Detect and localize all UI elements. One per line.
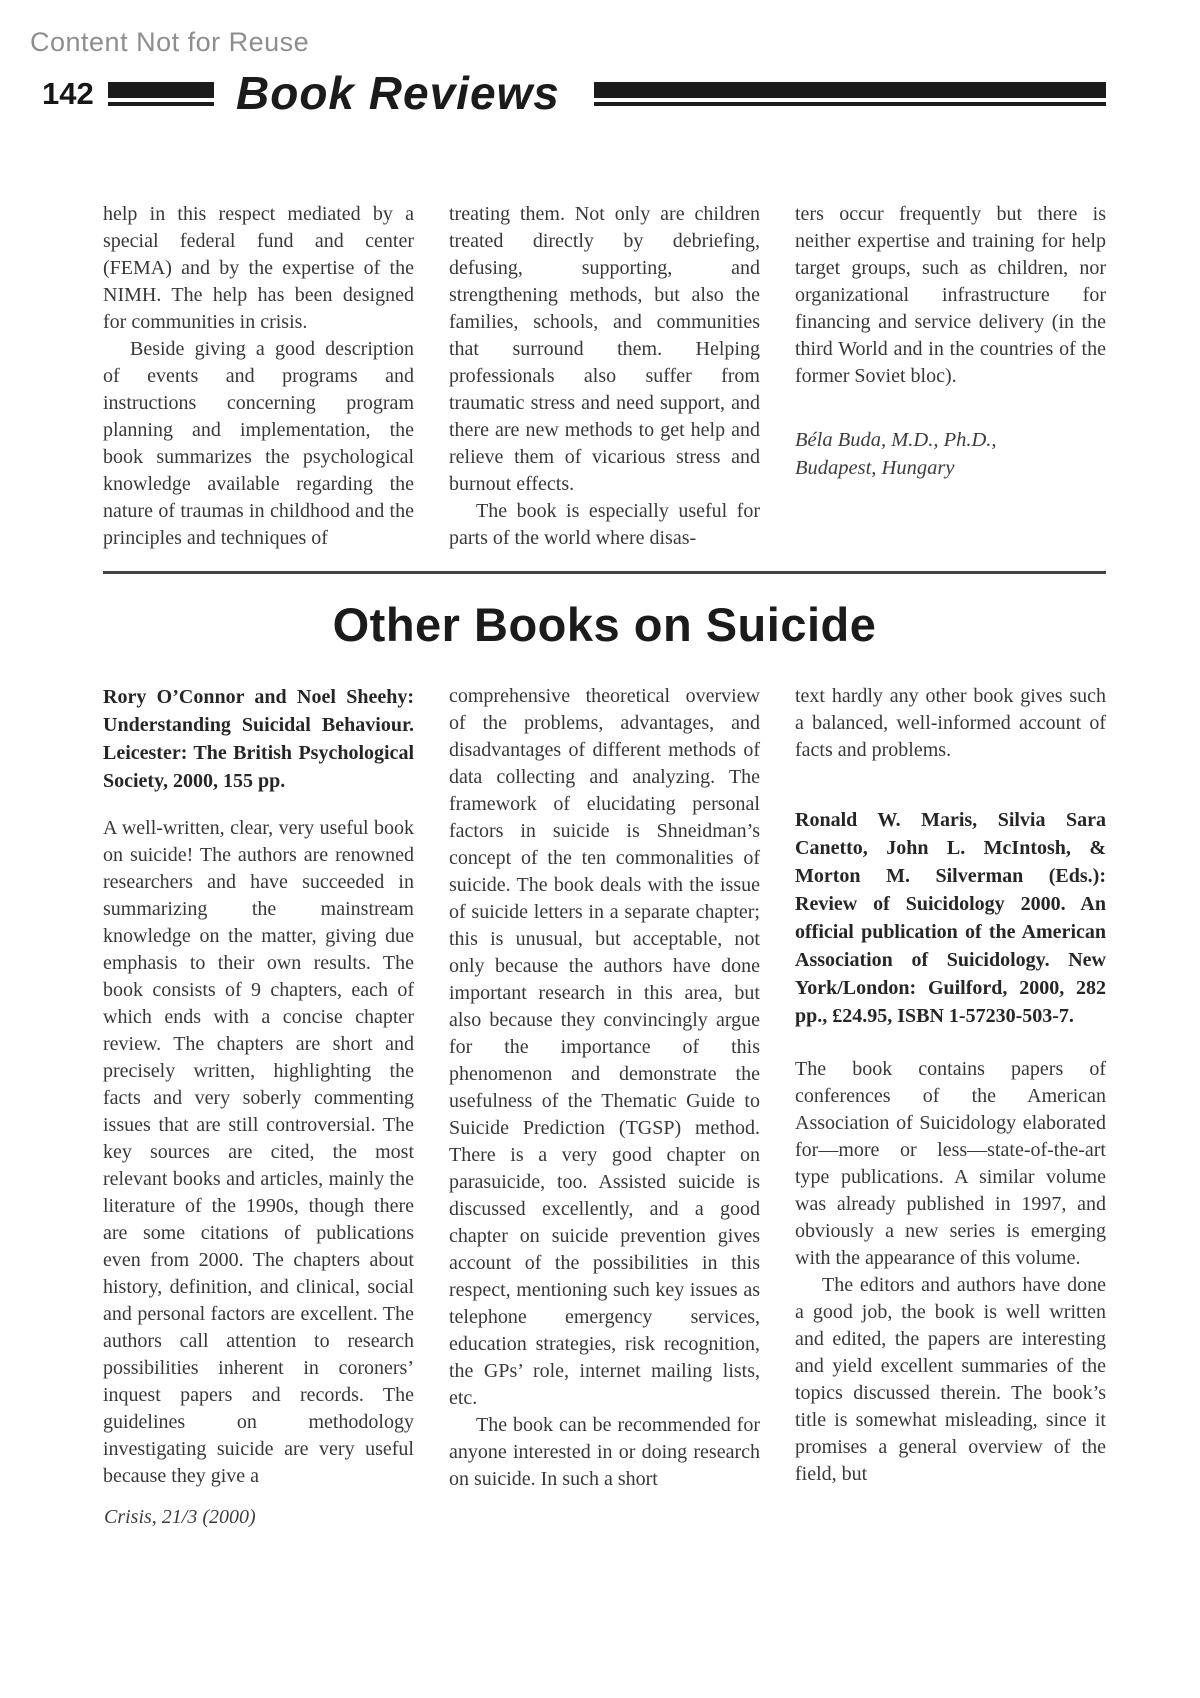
top-column-2 [449, 201, 760, 552]
paragraph: treating them. Not only are children treated directly by debriefing, defusing, supporting, and strengthening methods, but also the families, schools, and communities that surround them. Helping professionals also suffer from traumatic stress and need support, and there are new methods to get help and relieve them of vicarious stress and burnout effects. [449, 203, 760, 495]
other-books-reviews [103, 683, 1106, 1493]
paragraph: The book contains papers of conferences of the American Association of Suicidology elaborated for—more or less—state-of-the-art type publications. A similar volume was already published in 1997, and obviously a new series is emerging with the appearance of this volume. [795, 1058, 1106, 1269]
section-title-book-reviews: Book Reviews [236, 67, 560, 119]
paragraph: text hardly any other book gives such a balanced, well-informed account of facts and problems. [795, 685, 1106, 761]
header-rule-right-thick [594, 82, 1106, 98]
reviewer-name: Béla Buda, M.D., Ph.D., [795, 429, 997, 451]
paragraph: The book is especially useful for parts of the world where disas- [449, 500, 760, 549]
header-rule-right [594, 82, 1106, 106]
header-rule-right-thin [594, 102, 1106, 106]
paragraph: The book can be recommended for anyone interested in or doing research on suicide. In such a short [449, 1414, 760, 1490]
reviewer-signature [795, 426, 1106, 482]
journal-footer-line: Crisis, 21/3 (2000) [104, 1506, 256, 1528]
paragraph: help in this respect mediated by a special federal fund and center (FEMA) and by the expertise of the NIMH. The help has been designed for communities in crisis. [103, 203, 414, 333]
paragraph: ters occur frequently but there is neither expertise and training for help target groups, such as children, nor organizational infrastructure for financing and service delivery (in the third World and in the countries of the former Soviet bloc). [795, 203, 1106, 387]
top-column-1 [103, 201, 414, 552]
content-reuse-watermark: Content Not for Reuse [30, 27, 310, 57]
paragraph: The editors and authors have done a good job, the book is well written and edited, the papers are interesting and yield excellent summaries of the topics discussed therein. The book’s title is somewhat misleading, since it promises a general overview of the field, but [795, 1274, 1106, 1485]
reviewer-location: Budapest, Hungary [795, 457, 955, 479]
paragraph: comprehensive theoretical overview of the problems, advantages, and disadvantages of different methods of data collecting and analyzing. The framework of elucidating personal factors in suicide is Shneidman’s concept of the ten commonalities of suicide. The book deals with the issue of suicide letters in a separate chapter; this is unusual, but acceptable, not only because the authors have done important research in this area, but also because they convincingly argue for the importance of this phenomenon and demonstrate the usefulness of the Thematic Guide to Suicide Prediction (TGSP) method. There is a very good chapter on parasuicide, too. Assisted suicide is discussed excellently, and a good chapter on suicide prevention gives account of the possibilities in this respect, mentioning such key issues as telephone emergency services, education strategies, risk recognition, the GPs’ role, internet mailing lists, etc. [449, 685, 760, 1409]
article-column-3 [795, 683, 1106, 1493]
paragraph: A well-written, clear, very useful book on suicide! The authors are renowned researchers and have succeeded in summarizing the mainstream knowledge on the matter, giving due emphasis to their own results. The book consists of 9 chapters, each of which ends with a concise chapter review. The chapters are short and precisely written, highlighting the facts and very soberly commenting issues that are still controversial. The key sources are cited, the most relevant books and articles, mainly the literature of the 1990s, though there are some citations of publications even from 2000. The chapters about history, definition, and clinical, social and personal factors are excellent. The authors call attention to research possibilities inherent in coroners’ inquest papers and records. The guidelines on methodology investigating suicide are very useful because they give a [103, 817, 414, 1487]
article-column-2 [449, 683, 760, 1493]
page-number: 142 [42, 76, 94, 111]
top-review-continuation [103, 201, 1106, 552]
header-rule-left [108, 82, 214, 106]
header-rule-left-thin [108, 102, 214, 106]
article-title: Other Books on Suicide [332, 598, 877, 651]
book-citation-maris-review-of-suicidology: Ronald W. Maris, Silvia Sara Canetto, John L. McIntosh, & Morton M. Silverman (Eds.): Review of Suicidology 2000. An official publication of the American Association of Suicidology. New York/London: Guilford, 2000, 282 pp., £24.95, ISBN 1-57230-503-7. [795, 809, 1106, 1027]
paragraph: Beside giving a good description of events and programs and instructions concerning program planning and implementation, the book summarizes the psychological knowledge available regarding the nature of traumas in childhood and the principles and techniques of [103, 338, 414, 549]
article-column-1 [103, 683, 414, 1493]
header-rule-left-thick [108, 82, 214, 98]
section-divider-rule [103, 571, 1106, 574]
book-citation-oconnor-sheehy: Rory O’Connor and Noel Sheehy: Understanding Suicidal Behaviour. Leicester: The British Psychological Society, 2000, 155 pp. [103, 686, 414, 792]
top-column-3 [795, 201, 1106, 552]
